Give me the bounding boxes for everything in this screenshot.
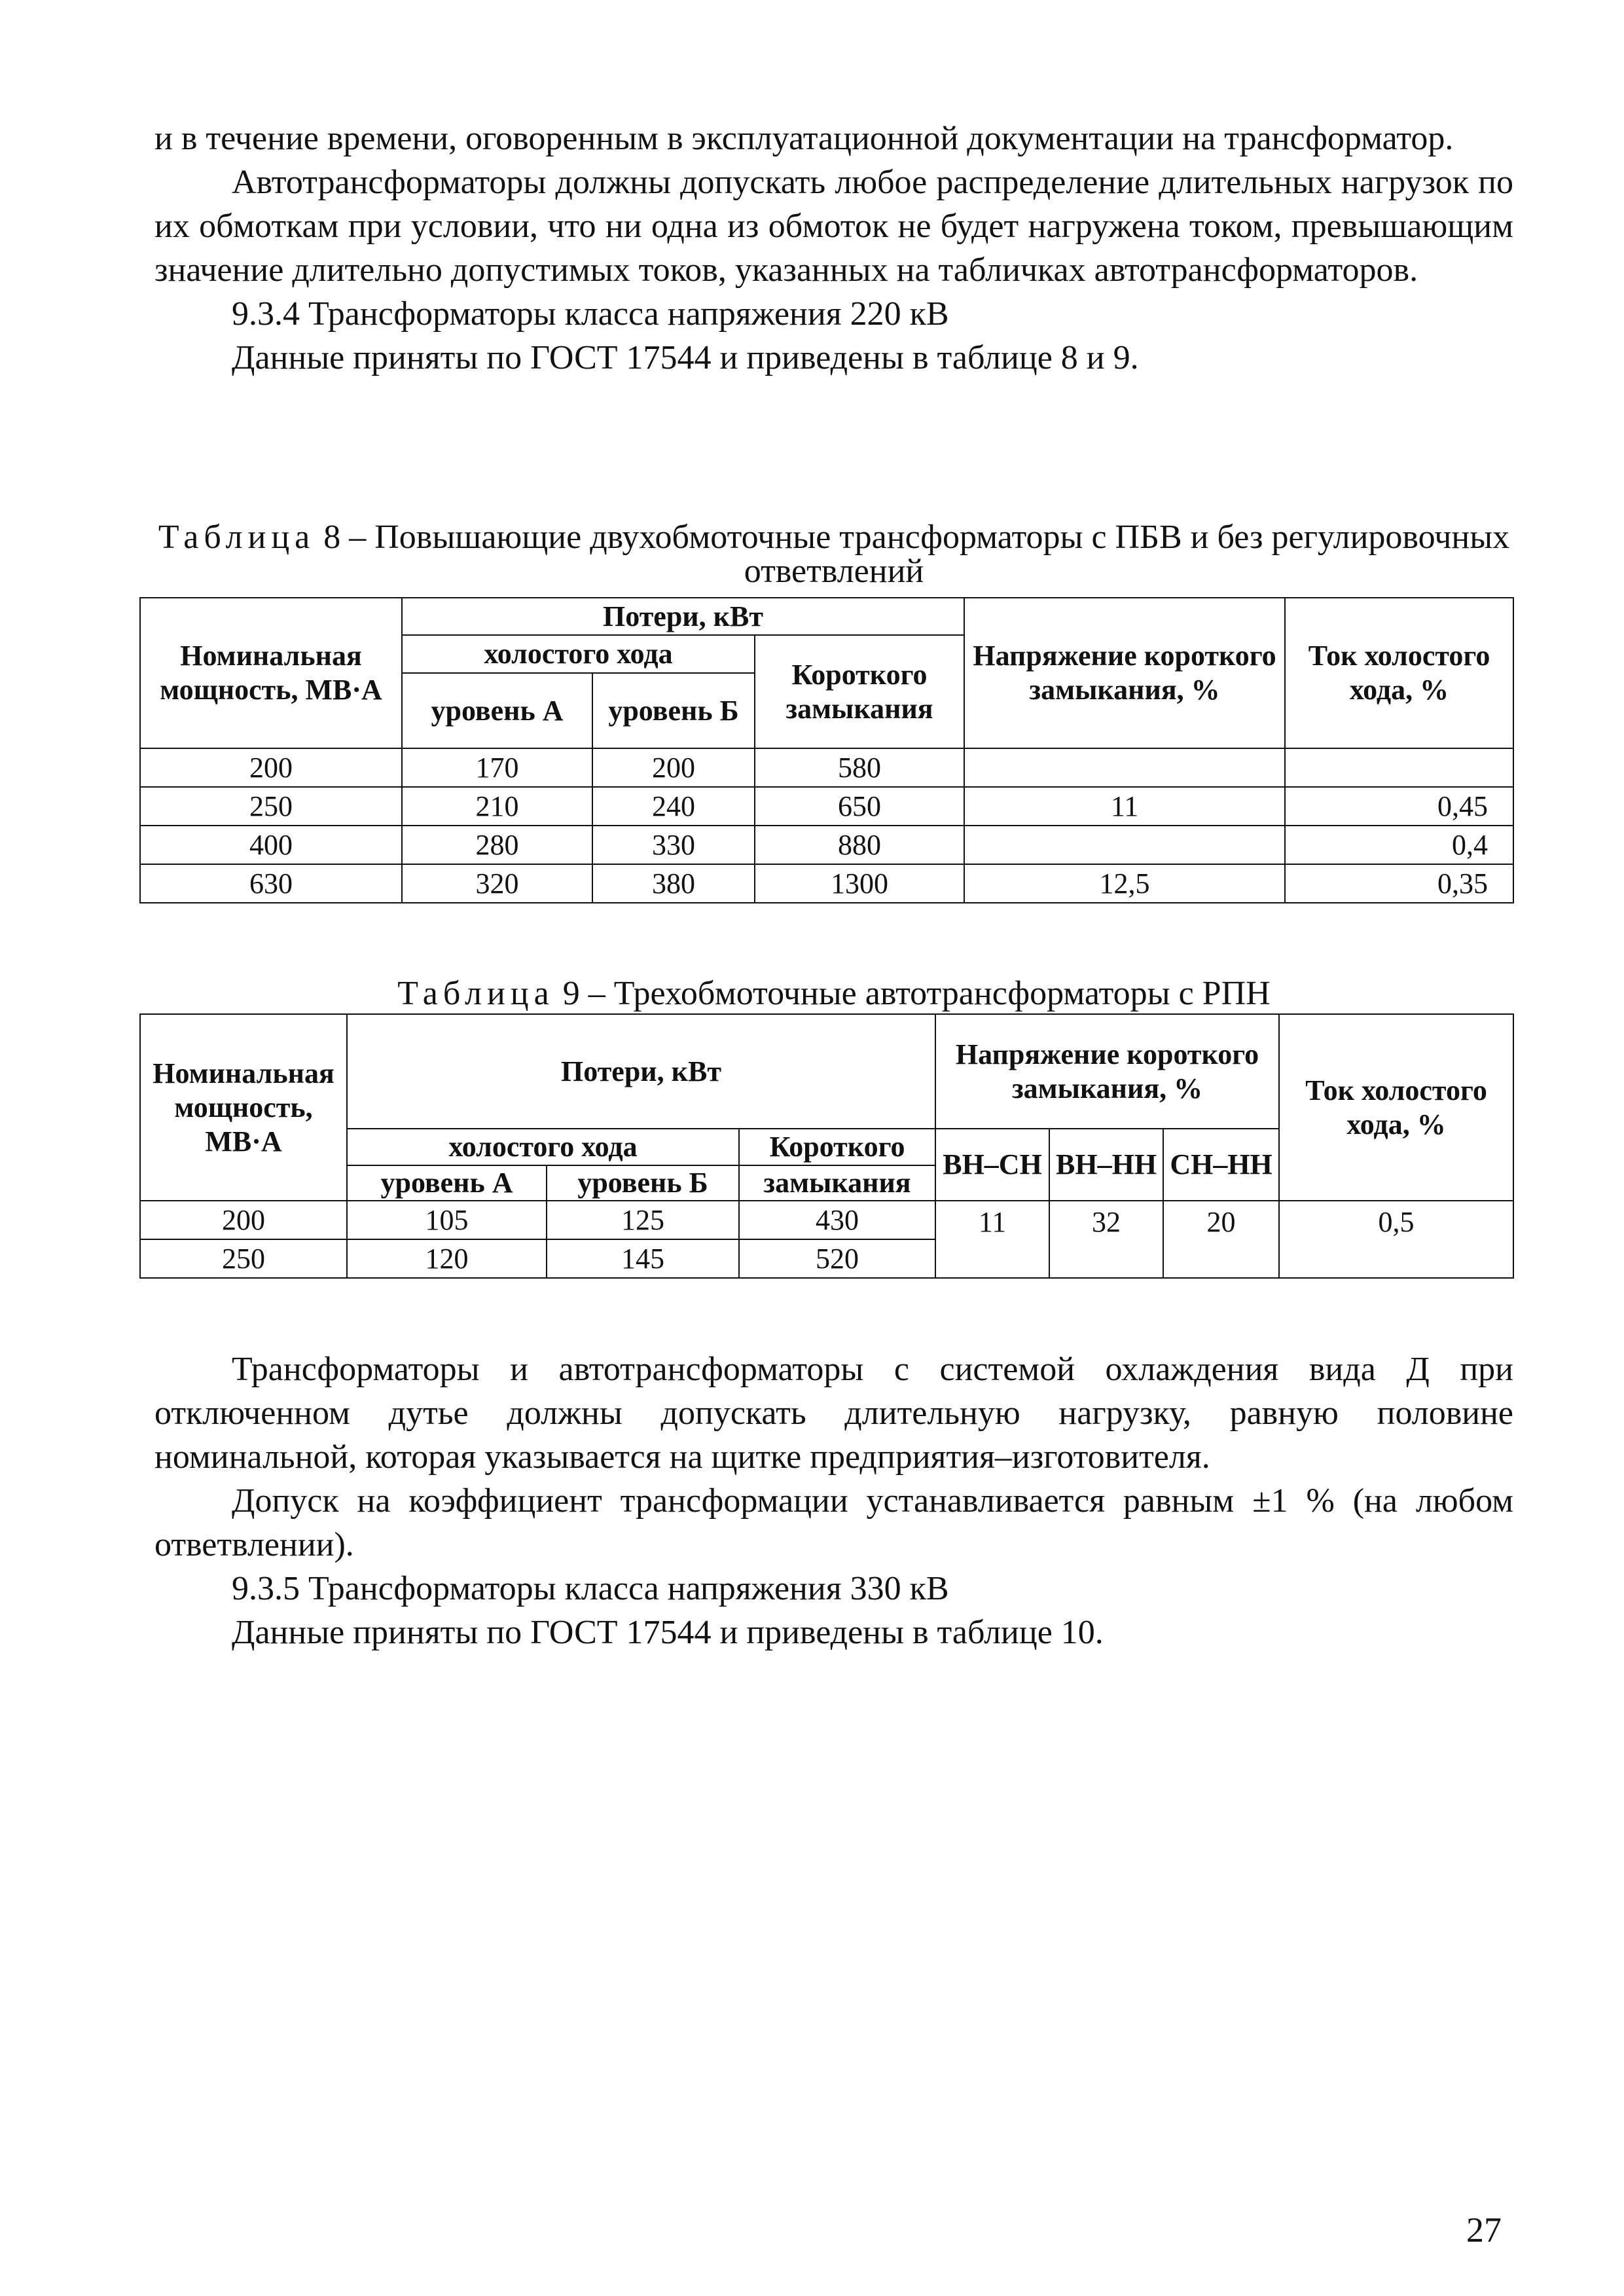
table8-cell-empty (1285, 748, 1513, 787)
table9-cell-current: 0,5 (1279, 1201, 1513, 1278)
table9-header-short: Короткого (739, 1129, 935, 1165)
table8-cell: 630 (140, 864, 402, 903)
table9-cell-sn-nn: 20 (1163, 1201, 1279, 1278)
table9-caption (154, 977, 1513, 1011)
table8-header-level-a: уровень А (402, 673, 592, 748)
table9-header-short-2: замыкания (739, 1165, 935, 1201)
table8-header-short-circuit: Короткого замыкания (755, 635, 964, 748)
table9-cell: 200 (140, 1201, 347, 1239)
table-row (140, 864, 1513, 903)
table8-cell: 330 (592, 826, 755, 864)
table8-cell: 580 (755, 748, 964, 787)
table9-caption-word: Таблица (397, 975, 554, 1012)
table9-header-voltage: Напряжение короткого замыкания, % (935, 1014, 1279, 1129)
table8-cell: 320 (402, 864, 592, 903)
table9-header-level-a: уровень А (347, 1165, 547, 1201)
table8-header-losses: Потери, кВт (402, 598, 964, 635)
section-heading-9-3-5: 9.3.5 Трансформаторы класса напряжения 330 кВ (232, 1570, 949, 1607)
table8-cell: 280 (402, 826, 592, 864)
table9-cell: 430 (739, 1201, 935, 1239)
table8-cell-current: 0,4 (1285, 826, 1513, 864)
table9-cell: 250 (140, 1239, 347, 1278)
table9-header-losses: Потери, кВт (347, 1014, 935, 1129)
outro-paragraph-tolerance: Допуск на коэффициент трансформации устанавливается равным ±1 % (на любом ответвлении). (154, 1482, 1513, 1563)
table8-caption (154, 520, 1513, 589)
table9-header-current: Ток холостого хода, % (1279, 1014, 1513, 1201)
table-row (140, 1201, 1513, 1239)
section-heading-9-3-4: 9.3.4 Трансформаторы класса напряжения 220 кВ (232, 295, 949, 333)
table8-header-current: Ток холостого хода, % (1285, 598, 1513, 748)
table9-cell-vn-nn: 32 (1049, 1201, 1163, 1278)
table8-cell: 380 (592, 864, 755, 903)
table9-header-vn-nn: ВН–НН (1049, 1129, 1163, 1201)
table9-header-vn-sn: ВН–СН (935, 1129, 1049, 1201)
outro-paragraph-source: Данные приняты по ГОСТ 17544 и приведены в таблице 10. (232, 1614, 1104, 1651)
table9-header-power: Номинальная мощность, МВ·А (140, 1014, 347, 1201)
table8-cell-empty (964, 826, 1285, 864)
table8-cell: 200 (140, 748, 402, 787)
table8-cell: 1300 (755, 864, 964, 903)
table8-cell: 200 (592, 748, 755, 787)
table8-cell-voltage: 11 (964, 787, 1285, 826)
table-row (140, 748, 1513, 787)
table8-header-no-load: холостого хода (402, 635, 755, 673)
table9-cell: 125 (547, 1201, 739, 1239)
table9-cell-vn-sn: 11 (935, 1201, 1049, 1278)
table8-header-power: Номинальная мощность, МВ·А (140, 598, 402, 748)
table9-cell: 520 (739, 1239, 935, 1278)
outro-section (154, 1347, 1513, 1654)
table9-header-no-load: холостого хода (347, 1129, 739, 1165)
table9 (139, 1013, 1514, 1279)
intro-section (154, 117, 1513, 380)
table8-cell-voltage: 12,5 (964, 864, 1285, 903)
table8-cell-empty (964, 748, 1285, 787)
table8-cell: 250 (140, 787, 402, 826)
outro-paragraph-cooling: Трансформаторы и автотрансформаторы с системой охлаждения вида Д при отключенном дутье должны допускать длительную нагрузку, равную половине номинальной, которая указывается на щитке предприятия–изготовителя. (154, 1351, 1513, 1476)
table9-header-sn-nn: СН–НН (1163, 1129, 1279, 1201)
intro-paragraph-source: Данные приняты по ГОСТ 17544 и приведены в таблице 8 и 9. (232, 339, 1139, 376)
table8-cell: 650 (755, 787, 964, 826)
table8-cell: 210 (402, 787, 592, 826)
table8-header-level-b: уровень Б (592, 673, 755, 748)
intro-paragraph-continuation: и в течение времени, оговоренным в эксплуатационной документации на трансформатор. (154, 120, 1454, 157)
table9-caption-text: 9 – Трехобмоточные автотрансформаторы с РПН (554, 975, 1271, 1012)
table8-cell: 880 (755, 826, 964, 864)
table8 (139, 597, 1514, 903)
table8-cell-current: 0,35 (1285, 864, 1513, 903)
page-number: 27 (1466, 2210, 1502, 2250)
table9-cell: 120 (347, 1239, 547, 1278)
table8-cell: 400 (140, 826, 402, 864)
table8-cell-current: 0,45 (1285, 787, 1513, 826)
table8-cell: 240 (592, 787, 755, 826)
table9-cell: 105 (347, 1201, 547, 1239)
table8-caption-word: Таблица (158, 519, 316, 556)
table-row (140, 826, 1513, 864)
table8-cell: 170 (402, 748, 592, 787)
table9-cell: 145 (547, 1239, 739, 1278)
table8-caption-text: 8 – Повышающие двухобмоточные трансформаторы с ПБВ и без регулировочных ответвлений (315, 519, 1510, 590)
table8-header-voltage: Напряжение короткого замыкания, % (964, 598, 1285, 748)
table9-header-level-b: уровень Б (547, 1165, 739, 1201)
intro-paragraph-autotransformers: Автотрансформаторы должны допускать любое распределение длительных нагрузок по их обмоткам при условии, что ни одна из обмоток не будет нагружена током, превышающим значение длительно допустимых токов, указанных на табличках автотрансформаторов. (154, 164, 1513, 289)
table-row (140, 787, 1513, 826)
